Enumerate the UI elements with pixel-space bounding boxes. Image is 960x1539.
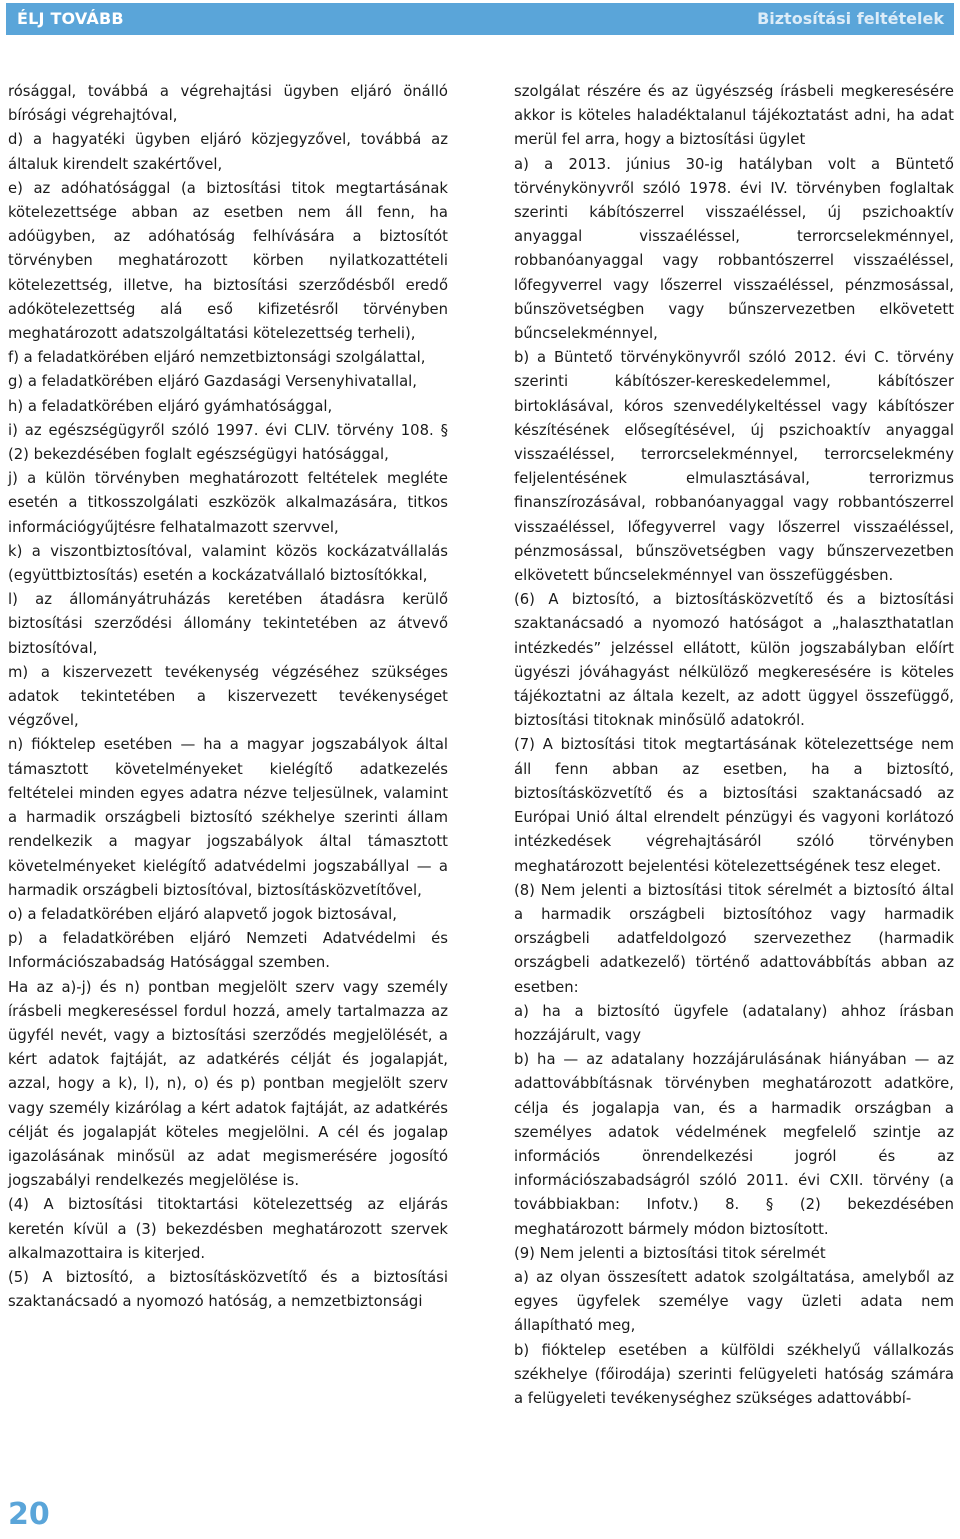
paragraph: n) fióktelep esetében — ha a magyar jogszabályok által támasztott követelményeket kielégítő adatkezelés feltételei minden egyes adatra nézve teljesülnek, valamint a harmadik országbeli biztosító székhelye szerinti állam rendelkezik a magyar jogszabályok által támasztott követelményeket kielégítő adatvédelmi jogszabállyal — a harmadik országbeli biztosítóval, biztosításközvetítővel, bbox=[8, 736, 448, 899]
paragraph: f) a feladatkörében eljáró nemzetbiztonsági szolgálattal, bbox=[8, 349, 426, 367]
paragraph: o) a feladatkörében eljáró alapvető jogok biztosával, bbox=[8, 905, 397, 923]
paragraph: a) az olyan összesített adatok szolgáltatása, amelyből az egyes ügyfelek személye vagy üzleti adata nem állapítható meg, bbox=[514, 1268, 954, 1335]
paragraph: j) a külön törvényben meghatározott feltételek megléte esetén a titkosszolgálati eszközök alkalmazására, titkos információgyűjtésre felhatalmazott szervvel, bbox=[8, 470, 448, 536]
header-brand: ÉLJ TOVÁBB bbox=[17, 9, 124, 28]
paragraph: (7) A biztosítási titok megtartásának kötelezettsége nem áll fenn abban az esetben, ha a biztosító, biztosításközvetítő és a biztosítási szaktanácsadó az Európai Unió által elrendelt pénzügyi és vagyoni korlátozó intézkedések végrehajtásáról szóló törvényben meghatározott bejelentési kötelezettségének tesz eleget. bbox=[514, 736, 954, 875]
page-header bbox=[6, 3, 954, 35]
paragraph: g) a feladatkörében eljáró Gazdasági Versenyhivatallal, bbox=[8, 373, 417, 391]
paragraph: l) az állományátruházás keretében átadásra kerülő biztosítási szerződési állomány tekintetében az átvevő biztosítóval, bbox=[8, 591, 448, 657]
paragraph: b) ha — az adatalany hozzájárulásának hiányában — az adattovábbításnak törvényben meghatározott adatköre, célja és jogalapja van, és a harmadik országban a személyes adatok védelmének megfelelő szintje az információs önrendelkezési jogról és az információszabadságról szóló 2011. évi CXII. törvény (a továbbiakban: Infotv.) 8. § (2) bekezdésében meghatározott bármely módon biztosított. bbox=[514, 1051, 954, 1238]
page-number: 20 bbox=[8, 1497, 50, 1532]
paragraph: szolgálat részére és az ügyészség írásbeli megkeresésére akkor is köteles haladéktalanul tájékoztatást adni, ha adat merül fel arra, hogy a biztosítási ügylet bbox=[514, 83, 954, 149]
paragraph: d) a hagyatéki ügyben eljáró közjegyzővel, továbbá az általuk kirendelt szakértővel, bbox=[8, 131, 448, 173]
right-column bbox=[514, 80, 954, 1411]
paragraph: p) a feladatkörében eljáró Nemzeti Adatvédelmi és Információszabadság Hatósággal szemben. bbox=[8, 930, 448, 972]
paragraph: (9) Nem jelenti a biztosítási titok sérelmét bbox=[514, 1244, 826, 1262]
paragraph: h) a feladatkörében eljáró gyámhatósággal, bbox=[8, 397, 333, 415]
paragraph: k) a viszontbiztosítóval, valamint közös kockázatvállalás (együttbiztosítás) esetén a kockázatvállaló biztosítókkal, bbox=[8, 542, 448, 585]
header-section-title: Biztosítási feltételek bbox=[757, 9, 944, 28]
paragraph: rósággal, továbbá a végrehajtási ügyben eljáró önálló bírósági végrehajtóval, bbox=[8, 83, 448, 125]
paragraph: i) az egészségügyről szóló 1997. évi CLIV. törvény 108. § (2) bekezdésében foglalt egészségügyi hatósággal, bbox=[8, 421, 448, 464]
paragraph: a) a 2013. június 30-ig hatályban volt a Büntető törvénykönyvről szóló 1978. évi IV. törvényben foglaltak szerinti kábítószerrel visszaéléssel, új pszichoaktív anyaggal visszaéléssel, terrorcselekménnyel, robbanóanyaggal vagy robbantószerrel visszaéléssel, lőfegyverrel vagy lőszerrel visszaéléssel, pénzmosással, bűnszövetségben vagy bűnszervezetben elkövetett bűncselekménnyel, bbox=[514, 155, 954, 343]
left-column bbox=[8, 80, 448, 1314]
paragraph: (6) A biztosító, a biztosításközvetítő és a biztosítási szaktanácsadó a nyomozó hatóságot a „halaszthatatlan intézkedés” jelzéssel ellátott, külön jogszabályban előírt ügyészi jóváhagyást nélkülöző megkeresésére is köteles tájékoztatni az általa kezelt, az adott üggyel összefüggő, biztosítási titoknak minősülő adatokról. bbox=[514, 591, 954, 730]
paragraph: (4) A biztosítási titoktartási kötelezettség az eljárás keretén kívül a (3) bekezdésben meghatározott szervek alkalmazottaira is kiterjed. bbox=[8, 1196, 448, 1262]
paragraph: e) az adóhatósággal (a biztosítási titok megtartásának kötelezettsége abban az esetben nem áll fenn, ha adóügyben, az adóhatóság felhívására a biztosítót törvényben meghatározott körben nyilatkozattételi kötelezettség, illetve, ha biztosítási szerződésből eredő adókötelezettség alá eső kifizetésről törvényben meghatározott adatszolgáltatási kötelezettség terheli), bbox=[8, 179, 448, 343]
paragraph: b) fióktelep esetében a külföldi székhelyű vállalkozás székhelye (főirodája) szerinti felügyeleti hatóság számára a felügyeleti tevékenységhez szükséges adattovábbí- bbox=[514, 1341, 954, 1407]
paragraph: (8) Nem jelenti a biztosítási titok sérelmét a biztosító által a harmadik országbeli biztosítóhoz vagy harmadik országbeli adatfeldolgozó szervezethez (harmadik országbeli adatkezelő) történő adattovábbítás abban az esetben: bbox=[514, 881, 954, 996]
paragraph: b) a Büntető törvénykönyvről szóló 2012. évi C. törvény szerinti kábítószer-kereskedelemmel, kábítószer birtoklásával, kóros szenvedélykeltéssel vagy kábítószer készítésének elősegítésével, új pszichoaktív anyaggal visszaéléssel, terrorcselekménnyel, terrorcselekmény feljelentésének elmulasztásával, terrorizmus finanszírozásával, robbanóanyaggal vagy robbantószerrel visszaéléssel, lőfegyverrel vagy lőszerrel visszaéléssel, pénzmosással, bűnszövetségben vagy bűnszervezetben elkövetett bűncselekménnyel van összefüggésben. bbox=[514, 349, 954, 585]
paragraph: Ha az a)-j) és n) pontban megjelölt szerv vagy személy írásbeli megkereséssel fordul hozzá, amely tartalmazza az ügyfél nevét, vagy a biztosítási szerződés megjelölését, a kért adatok fajtáját, az adatkérés célját és jogalapját, azzal, hogy a k), l), n), o) és p) pontban megjelölt szerv vagy személy kizárólag a kért adatok fajtáját, az adatkérés célját és jogalapját köteles megjelölni. A cél és jogalap igazolásának minősül az adat megismerésére jogosító jogszabályi rendelkezés megjelölése is. bbox=[8, 978, 448, 1190]
paragraph: a) ha a biztosító ügyfele (adatalany) ahhoz írásban hozzájárult, vagy bbox=[514, 1002, 954, 1044]
paragraph: (5) A biztosító, a biztosításközvetítő és a biztosítási szaktanácsadó a nyomozó hatóság, a nemzetbiztonsági bbox=[8, 1268, 448, 1311]
paragraph: m) a kiszervezett tevékenység végzéséhez szükséges adatok tekintetében a kiszervezett tevékenységet végzővel, bbox=[8, 663, 448, 730]
